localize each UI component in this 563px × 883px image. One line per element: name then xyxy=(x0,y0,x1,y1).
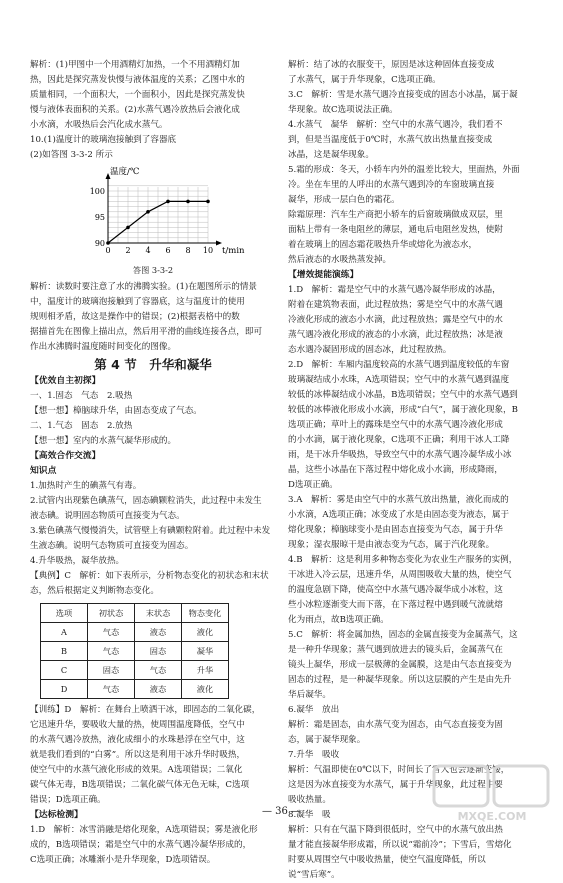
text-line: 中，温度计的玻璃泡接触到了容器底，这与温度计的使用 xyxy=(30,297,245,307)
text-line: 面粘上带有一条电阻丝的薄层，通电后电阻丝发热，使附 xyxy=(288,225,503,235)
text-line: 使空气中的水蒸气液化形成的效果。A选项错误；二氧化 xyxy=(30,765,243,775)
text-line: 解析：读数时要注意了水的沸腾实验。(1)在题图所示的情景 xyxy=(30,282,258,292)
text-line: 干冰进入冷云层，迅速升华，从周围吸收大量的热，使空气 xyxy=(288,570,512,580)
table-cell: 凝华 xyxy=(182,642,229,661)
text-line: 【想一想】室内的水蒸气凝华形成的。 xyxy=(30,436,177,446)
text-line: 4.升华吸热，凝华放热。 xyxy=(30,556,125,566)
table-header-cell: 选项 xyxy=(41,604,88,623)
y-tick-label: 90 xyxy=(94,239,105,248)
x-tick-label: 6 xyxy=(165,246,171,255)
text-line: 解析：(1)甲图中一个用酒精灯加热，一个不用酒精灯加 xyxy=(30,60,240,70)
data-point xyxy=(166,200,170,204)
chart-caption: 答图 3-3-2 xyxy=(132,265,174,275)
text-line: 凝华，形成一层白色的霜花。 xyxy=(288,195,400,205)
section-heading: 【达标检测】 xyxy=(30,810,83,820)
section-heading: 【高效合作交流】 xyxy=(30,451,101,461)
text-line: 解析：霜是固态，由水蒸气变为固态，由气态直接变为固 xyxy=(288,720,503,730)
text-line: 时要从周围空气中吸收热量，使空气温度降低，所以 xyxy=(288,855,486,865)
text-line: 生液态碘。说明气态物质可直接变为固态。 xyxy=(30,541,194,551)
x-tick-label: 10 xyxy=(202,246,214,255)
text-line: 熔化现象；樟脑球变小是由固态直接变为气态，属于升华 xyxy=(288,525,503,535)
x-tick-label: 2 xyxy=(125,246,131,255)
text-line: 选项正确；草叶上的露珠是空气中的水蒸气遇冷液化形成 xyxy=(288,420,503,430)
x-axis-label: t/min xyxy=(222,246,245,256)
table-cell: A xyxy=(41,623,88,642)
text-line: 5.C 解析：将金属加热，固态的金属直接变为金属蒸气，这 xyxy=(288,630,518,640)
text-line: 2.试管内出现紫色碘蒸气，固态碘颗粒消失，此过程中未发生 xyxy=(30,496,262,506)
text-line: 解析：结了冰的衣服变干，原因是冰这种固体直接变成 xyxy=(288,60,495,70)
text-line: 它迅速升华，要吸收大量的热，使周围温度降低，空气中 xyxy=(30,720,245,730)
page-number: — 36 — xyxy=(261,806,302,817)
text-line: 规则相矛盾，故这是操作中的错误；(2)根据表格中的数 xyxy=(30,312,240,322)
data-point xyxy=(186,200,190,204)
text-line: 解析：气温即使在0℃以下，时间长了雪人也会逐渐变矮， xyxy=(288,765,510,775)
text-line: C选项正确；冰雕渐小是升华现象，D选项错误。 xyxy=(30,855,216,865)
text-line: 小水滴，A选项正确；冰变成了水是由固态变为液态，属于 xyxy=(288,510,510,520)
text-line: 附着在建筑物表面，此过程放热；雾是空气中的水蒸气遇 xyxy=(288,300,503,310)
text-line: 着在玻璃上的固态霜花吸热升华或熔化为液态水， xyxy=(288,240,478,250)
text-line: 镜头上凝华，形成一层极薄的金属膜，这是由气态直接变为 xyxy=(288,660,512,670)
table-cell: 固态 xyxy=(135,642,182,661)
text-line: 华后凝华。 xyxy=(288,690,331,700)
table-cell: 液化 xyxy=(182,680,229,699)
text-line: 作出水沸腾时温度随时间变化的图像。 xyxy=(30,342,177,352)
text-line: 的水蒸气遇冷放热，液化成细小的水珠悬浮在空气中，这 xyxy=(30,735,245,745)
text-line: 态，然后根据定义判断物态变化。 xyxy=(30,586,159,596)
text-line: 蒸气遇冷液化形成的液态的小水滴，此过程放热；冰是液 xyxy=(288,330,503,340)
text-line: (2)如答图 3-3-2 所示 xyxy=(30,150,113,160)
right-column xyxy=(288,58,536,883)
text-line: 吸收热量。 xyxy=(288,795,331,805)
text-line: 据描首先在图像上描出点，然后用平滑的曲线连接各点，即可 xyxy=(30,327,263,337)
text-line: 【想一想】樟脑球升华，由固态变成了气态。 xyxy=(30,406,202,416)
text-line: 到，但是当温度低于0℃时，水蒸气放出热量直接变成 xyxy=(288,135,493,145)
text-line: 的温度急剧下降，使高空中水蒸气遇冷凝华成小冰粒，这 xyxy=(288,585,503,595)
text-line: 1.D 解析：霜是空气中的水蒸气遇冷凝华形成的冰晶， xyxy=(288,285,501,295)
text-line: 质量相同，一个面积大，一个面积小，因此是探究蒸发快 xyxy=(30,90,245,100)
text-line: 错误；D选项正确。 xyxy=(30,795,106,805)
table-cell: 液态 xyxy=(135,623,182,642)
table-header-cell: 末状态 xyxy=(135,604,182,623)
text-line: 成的，B选项错误；霜是空气中的水蒸气遇冷凝华形成的， xyxy=(30,840,252,850)
table-cell: 气态 xyxy=(88,623,135,642)
text-line: 液态碘。说明固态物质可直接变为气态。 xyxy=(30,511,185,521)
text-line: 这是因为冰直接变为水蒸气，属于升华现象，此过程中要 xyxy=(288,780,503,790)
temperature-chart xyxy=(76,165,276,263)
text-line: 4.水蒸气 凝华 解析：空气中的水蒸气遇冷，我们看不 xyxy=(288,120,503,130)
table-row xyxy=(41,680,229,699)
text-line: 了水蒸气，属于升华现象，C选项正确。 xyxy=(288,75,441,85)
text-line: 较低的冰棒凝结成小冰晶，B选项错误；空气中的水蒸气遇到 xyxy=(288,390,518,400)
text-line: 3.C 解析：雪是水蒸气遇冷直接变成的固态小冰晶，属于凝 xyxy=(288,90,518,100)
table-cell: 固态 xyxy=(88,661,135,680)
data-point xyxy=(206,200,210,204)
watermark-logo xyxy=(430,762,554,826)
subsection-heading: 知识点 xyxy=(30,466,57,476)
text-line: 1.加热时产生的碘蒸气有毒。 xyxy=(30,481,142,491)
section-heading: 【增效提能演练】 xyxy=(288,270,359,280)
section-title: 第 4 节 升华和凝华 xyxy=(94,357,212,372)
text-line: 慢与液体表面积的关系。(2)水蒸气遇冷放热后会液化成 xyxy=(30,105,240,115)
table-cell: C xyxy=(41,661,88,680)
text-line: 碳气体无毒，B选项错误；二氧化碳气体无色无味，C选项 xyxy=(30,780,250,790)
svg-text:MXQE.COM: MXQE.COM xyxy=(457,810,527,823)
table-cell: 气态 xyxy=(88,680,135,699)
table-cell: 升华 xyxy=(182,661,229,680)
text-line: 态水遇冷凝固形成的固态冰，此过程放热。 xyxy=(288,345,452,355)
text-line: 说“雪后寒”。 xyxy=(288,870,340,880)
table-header-cell: 物态变化 xyxy=(182,604,229,623)
left-column xyxy=(30,58,276,868)
table-row xyxy=(41,623,229,642)
data-point xyxy=(126,226,130,230)
text-line: 冰晶，这是凝华现象。 xyxy=(288,150,374,160)
section-heading: 【优效自主初探】 xyxy=(30,376,101,386)
text-line: 华现象。故C选项说法正确。 xyxy=(288,105,398,115)
table-header-cell: 初状态 xyxy=(88,604,135,623)
text-line: 化为雨点，故B选项正确。 xyxy=(288,615,389,625)
table-cell: D xyxy=(41,680,88,699)
text-line: 态，属于凝华现象。 xyxy=(288,735,366,745)
text-line: 是一种升华现象；蒸气遇到放进去的镜头后，金属蒸气在 xyxy=(288,645,503,655)
text-line: 一、1.固态 气态 2.吸热 xyxy=(30,391,133,401)
text-line: 7.升华 吸收 xyxy=(288,750,340,760)
data-point xyxy=(146,210,150,214)
table-row xyxy=(41,642,229,661)
y-tick-label: 100 xyxy=(89,187,105,196)
x-axis-arrow xyxy=(216,241,222,246)
table-cell: B xyxy=(41,642,88,661)
text-line: 的小水滴，属于液化现象，C选项不正确；利用干冰人工降 xyxy=(288,435,510,445)
text-line: 解析：只有在气温下降到很低时，空气中的水蒸气放出热 xyxy=(288,825,503,835)
text-line: 除霜原理：汽车生产商把小轿车的后窗玻璃做成双层，里 xyxy=(288,210,503,220)
text-line: 小水滴，水吸热后会汽化成水蒸气。 xyxy=(30,120,168,130)
text-line: 量才能直接凝华形成霜，所以说“霜前冷”；下雪后，雪熔化 xyxy=(288,840,512,850)
y-tick-label: 95 xyxy=(94,213,105,222)
text-line: 6.凝华 放出 xyxy=(288,705,340,715)
text-line: 现象；湿衣服晾干是由液态变为气态，属于汽化现象。 xyxy=(288,540,495,550)
x-tick-label: 0 xyxy=(105,246,111,255)
text-line: 4.B 解析：这是利用多种物态变化为农业生产服务的实例， xyxy=(288,555,518,565)
x-tick-label: 8 xyxy=(185,246,191,255)
text-line: 2.D 解析：车厢内温度较高的水蒸气遇到温度较低的车窗 xyxy=(288,360,510,370)
table-row xyxy=(41,661,229,680)
table-cell: 气态 xyxy=(135,661,182,680)
text-line: 较低的冰棒液化形成小水滴，形成“白气”，属于液化现象，B xyxy=(288,405,518,415)
text-line: 就是我们看到的“白雾”。所以这是利用干冰升华时吸热， xyxy=(30,750,246,760)
text-line: 然后液态的水吸热蒸发掉。 xyxy=(288,255,392,265)
text-line: 1.D 解析：冰雪消融是熔化现象，A选项错误；雾是液化形 xyxy=(30,825,258,835)
text-line: 3.紫色碘蒸气慢慢消失，试管壁上有碘颗粒附着。此过程中未发 xyxy=(30,526,271,536)
table-cell: 液态 xyxy=(135,680,182,699)
data-point xyxy=(106,241,110,245)
text-line: 5.霜的形成：冬天，小轿车内外的温差比较大，里面热，外面 xyxy=(288,165,520,175)
text-line: 些小冰粒逐渐变大而下落，在下落过程中遇到暖气流就熔 xyxy=(288,600,503,610)
x-tick-label: 4 xyxy=(145,246,151,255)
text-line: D选项正确。 xyxy=(288,480,338,490)
text-line: 冷液化形成的液态小水滴，此过程放热；露是空气中的水 xyxy=(288,315,503,325)
text-line: 8.凝华 吸 xyxy=(288,810,331,820)
y-axis-label: 温度/℃ xyxy=(110,167,140,177)
chart-svg xyxy=(76,165,246,257)
text-line: 晶，这些小冰晶在下落过程中熔化成小水滴，形成降雨， xyxy=(288,465,503,475)
text-line: 热，因此是探究蒸发快慢与液体温度的关系；乙图中水的 xyxy=(30,75,245,85)
text-line: 固态的过程，是一种凝华现象。所以这层膜的产生是由先升 xyxy=(288,675,512,685)
state-change-table xyxy=(40,603,229,699)
text-line: 10.(1)温度计的玻璃泡接触到了容器底 xyxy=(30,135,177,145)
text-line: 【训练】D 解析：在舞台上喷洒干冰，即固态的二氧化碳， xyxy=(30,705,261,715)
text-line: 玻璃凝结成小水珠，A选项错误；空气中的水蒸气遇到温度 xyxy=(288,375,510,385)
text-line: 冷。坐在车里的人呼出的水蒸气遇到冷的车窗玻璃直接 xyxy=(288,180,495,190)
table-cell: 液化 xyxy=(182,623,229,642)
table-cell: 气态 xyxy=(88,642,135,661)
text-line: 雨，是干冰升华吸热，导致空气中的水蒸气遇冷凝华成小冰 xyxy=(288,450,512,460)
text-line: 二、1.气态 固态 2.放热 xyxy=(30,421,133,431)
text-line: 【典例】C 解析：如下表所示，分析物态变化的初状态和末状 xyxy=(30,571,269,581)
text-line: 3.A 解析：雾是由空气中的水蒸气放出热量，液化而成的 xyxy=(288,495,509,505)
